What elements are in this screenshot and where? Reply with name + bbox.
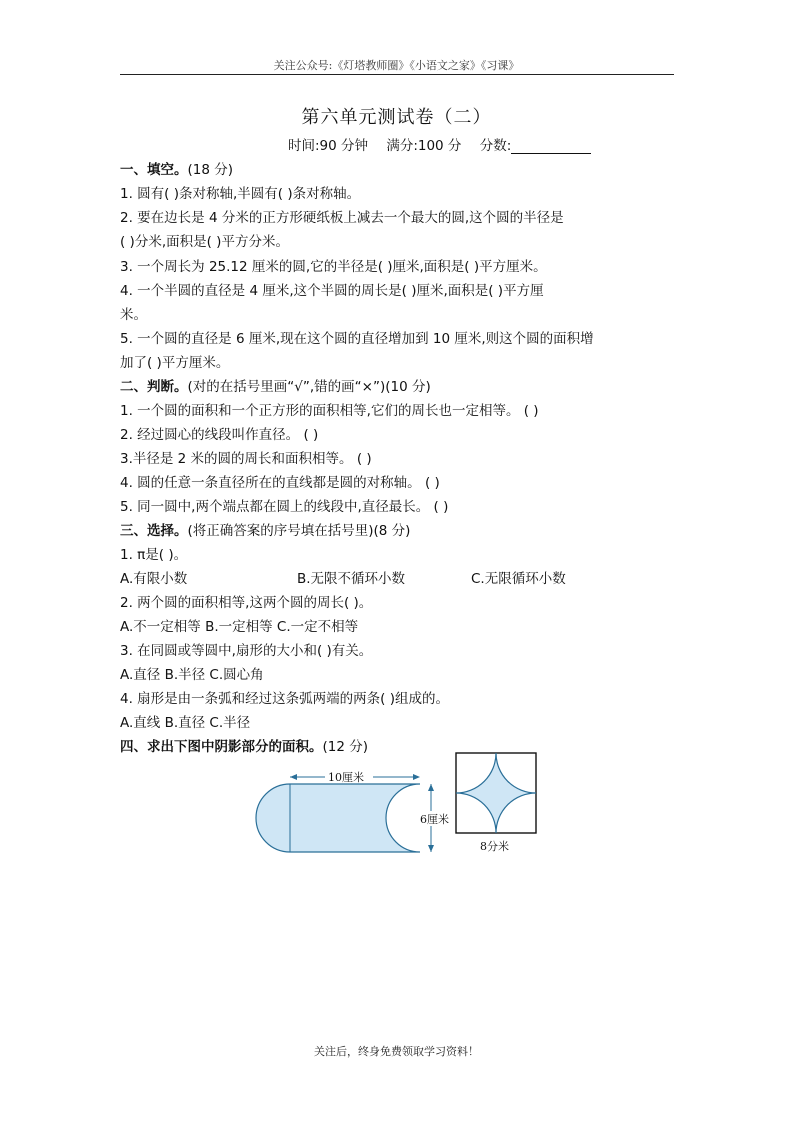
fig1-shaded-region <box>256 784 420 852</box>
section-4-heading <box>120 735 368 755</box>
s3-q1-option-b: B.无限不循环小数 <box>297 571 406 587</box>
section-2-heading <box>120 375 431 395</box>
s3-question-3: 3. 在同圆或等圆中,扇形的大小和( )有关。 <box>120 643 373 659</box>
s3-q1-option-c: C.无限循环小数 <box>471 571 566 587</box>
section-3-title: 三、选择。 <box>120 523 188 539</box>
s1-question-4-line2: 米。 <box>120 307 147 323</box>
figure-square-quarter-circles <box>452 749 540 857</box>
s2-question-4: 4. 圆的任意一条直径所在的直线都是圆的对称轴。 ( ) <box>120 475 440 491</box>
s3-question-2-options: A.不一定相等 B.一定相等 C.一定不相等 <box>120 619 359 635</box>
s1-question-1: 1. 圆有( )条对称轴,半圆有( )条对称轴。 <box>120 186 361 202</box>
s3-question-2: 2. 两个圆的面积相等,这两个圆的周长( )。 <box>120 595 373 611</box>
fig1-width-label: 10厘米 <box>328 771 364 784</box>
s1-question-5-line2: 加了( )平方厘米。 <box>120 355 230 371</box>
header-note: 关注公众号:《灯塔教师圈》《小语文之家》《习课》 <box>273 59 520 72</box>
fig1-height-label: 6厘米 <box>420 813 449 826</box>
s3-question-3-options: A.直径 B.半径 C.圆心角 <box>120 667 264 683</box>
score-label: 分数: <box>479 138 512 154</box>
s1-question-2-line2: ( )分米,面积是( )平方分米。 <box>120 234 289 250</box>
exam-meta <box>288 134 605 154</box>
s1-question-4-line1: 4. 一个半圆的直径是 4 厘米,这个半圆的周长是( )厘米,面积是( )平方厘 <box>120 283 544 299</box>
page-title: 第六单元测试卷（二） <box>301 107 492 128</box>
s3-question-1: 1. π是( )。 <box>120 547 188 563</box>
section-1-title: 一、填空。 <box>120 162 188 178</box>
s3-question-4: 4. 扇形是由一条弧和经过这条弧两端的两条( )组成的。 <box>120 691 449 707</box>
fig1-arrow-left <box>290 774 297 780</box>
section-3-points: (将正确答案的序号填在括号里)(8 分) <box>187 523 411 539</box>
header-divider <box>120 74 674 75</box>
figure-rectangle-semicircles <box>255 768 465 860</box>
full-score: 满分:100 分 <box>386 138 462 154</box>
s2-question-5: 5. 同一圆中,两个端点都在圆上的线段中,直径最长。 ( ) <box>120 499 449 515</box>
s2-question-3: 3.半径是 2 米的圆的周长和面积相等。 ( ) <box>120 451 372 467</box>
section-4-title: 四、求出下图中阴影部分的面积。 <box>120 739 323 755</box>
section-3-heading <box>120 519 410 539</box>
fig2-side-label: 8分米 <box>480 840 509 853</box>
section-2-points: (对的在括号里画“√”,错的画“×”)(10 分) <box>187 379 431 395</box>
section-4-points: (12 分) <box>322 739 369 755</box>
s1-question-2-line1: 2. 要在边长是 4 分米的正方形硬纸板上减去一个最大的圆,这个圆的半径是 <box>120 210 564 226</box>
section-2-title: 二、判断。 <box>120 379 188 395</box>
fig1-arrow-down <box>428 845 434 852</box>
section-1-heading <box>120 158 233 178</box>
fig1-arrow-right <box>413 774 420 780</box>
s3-question-1-options <box>120 567 620 587</box>
s1-question-5-line1: 5. 一个圆的直径是 6 厘米,现在这个圆的直径增加到 10 厘米,则这个圆的面积增 <box>120 331 594 347</box>
section-1-points: (18 分) <box>187 162 234 178</box>
time-limit: 时间:90 分钟 <box>288 138 369 154</box>
s3-question-4-options: A.直线 B.直径 C.半径 <box>120 715 251 731</box>
s3-q1-option-a: A.有限小数 <box>120 571 188 587</box>
fig1-arrow-up <box>428 784 434 791</box>
s1-question-3: 3. 一个周长为 25.12 厘米的圆,它的半径是( )厘米,面积是( )平方厘米。 <box>120 259 547 275</box>
score-blank[interactable] <box>511 139 591 154</box>
s2-question-2: 2. 经过圆心的线段叫作直径。 ( ) <box>120 427 319 443</box>
footer-note: 关注后，终身免费领取学习资料！ <box>314 1045 479 1058</box>
s2-question-1: 1. 一个圆的面积和一个正方形的面积相等,它们的周长也一定相等。 ( ) <box>120 403 539 419</box>
